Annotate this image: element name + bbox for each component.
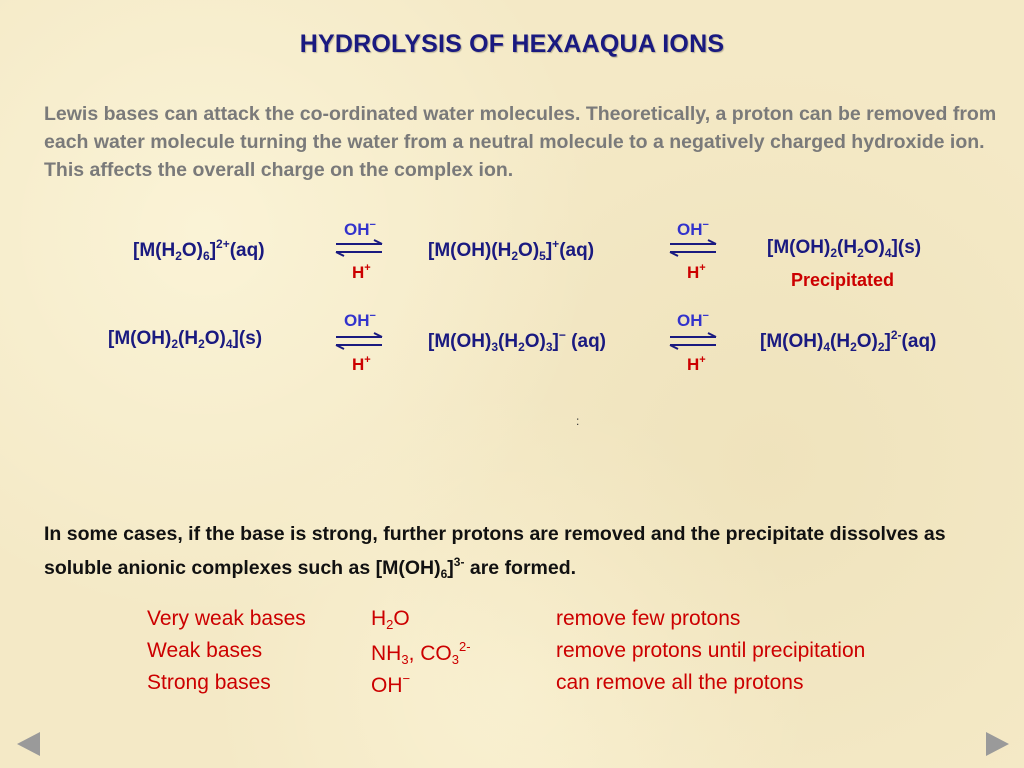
base-strength: Strong bases <box>147 671 271 694</box>
previous-slide-icon[interactable] <box>14 730 44 758</box>
strong-base-paragraph: In some cases, if the base is strong, further protons are removed and the precipitate dissolves as soluble anionic complexes such as $[M(OH)_6]^{3-}$ are formed. <box>44 523 946 581</box>
base-effect: remove few protons <box>556 607 741 630</box>
base-strength: Weak bases <box>147 639 263 662</box>
base-effect: remove protons until precipitation <box>556 639 866 662</box>
precipitated-label: Precipitated <box>791 270 895 290</box>
reagent-hydroxide: OH− <box>344 310 376 330</box>
reagent-proton: H+ <box>687 262 706 282</box>
equilibrium-arrows-icon <box>334 239 384 257</box>
base-example: $NH_3$, $CO_3^{2-}$ <box>371 639 471 667</box>
reagent-hydroxide: OH− <box>677 219 709 239</box>
intro-paragraph: Lewis bases can attack the co-ordinated water molecules. Theoretically, a proton can be removed from each water molecule turning the water from a neutral molecule to a negatively charged hydroxide ion. This affects the overall charge on the complex ion. <box>44 103 997 181</box>
base-strength: Very weak bases <box>147 607 306 630</box>
species-dihydroxo-precipitate: $[M(OH)_2(H_2O)_4](s)$ <box>767 237 922 260</box>
reagent-hydroxide: OH− <box>677 310 709 330</box>
species-hexaaqua: $[M(H_2O)_6]^{2+}(aq)$ <box>133 237 265 263</box>
base-effect: can remove all the protons <box>556 671 804 694</box>
equilibrium-arrows-icon <box>334 332 384 350</box>
reagent-hydroxide: OH− <box>344 219 376 239</box>
page-title: HYDROLYSIS OF HEXAAQUA IONS <box>299 30 725 58</box>
reagent-proton: H+ <box>687 354 706 374</box>
equilibrium-arrows-icon <box>668 332 718 350</box>
species-dihydroxo: $[M(OH)_2(H_2O)_4](s)$ <box>108 328 263 351</box>
next-slide-icon[interactable] <box>982 730 1012 758</box>
reagent-proton: H+ <box>352 262 371 282</box>
species-monohydroxo: $[M(OH)(H_2O)_5]^+(aq)$ <box>428 237 595 263</box>
stray-mark: : <box>576 414 580 428</box>
species-tetrahydroxo: $[M(OH)_4(H_2O)_2]^{2-}(aq)$ <box>760 328 937 354</box>
base-example: OH− <box>371 671 411 697</box>
reagent-proton: H+ <box>352 354 371 374</box>
species-trihydroxo: $[M(OH)_3(H_2O)_3]^-$ (aq) <box>428 328 606 354</box>
equilibrium-arrows-icon <box>668 239 718 257</box>
base-example: $H_2O$ <box>371 607 410 632</box>
